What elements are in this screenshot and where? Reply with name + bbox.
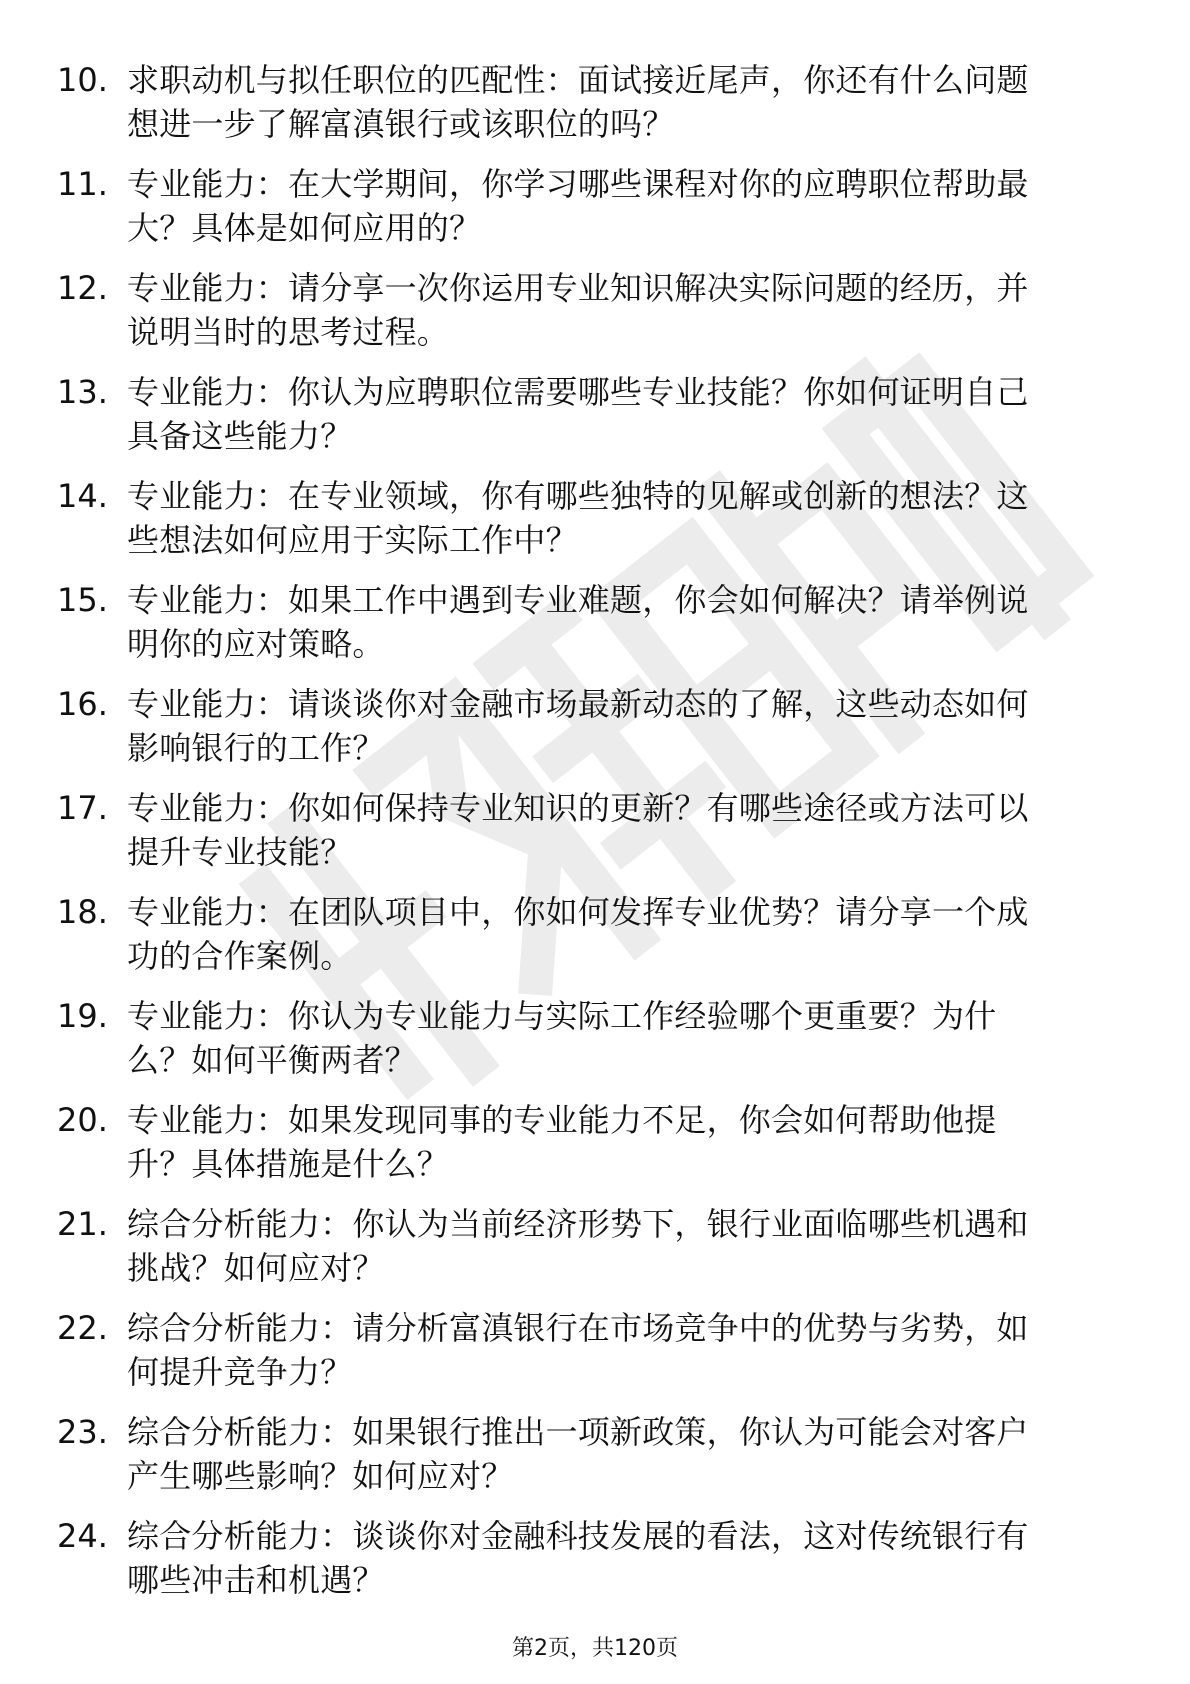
question-text — [127, 1306, 1117, 1394]
question-line: 挑战？如何应对？ — [127, 1249, 385, 1287]
question-line: 综合分析能力：请分析富滇银行在市场竞争中的优势与劣势，如 — [127, 1309, 1029, 1347]
question-number: 23. — [57, 1413, 108, 1451]
question-line: 大？具体是如何应用的？ — [127, 209, 482, 247]
question-line: 专业能力：你认为专业能力与实际工作经验哪个更重要？为什 — [127, 997, 997, 1035]
question-number: 17. — [57, 789, 108, 827]
question-number: 20. — [57, 1101, 108, 1139]
question-line: 综合分析能力：你认为当前经济形势下，银行业面临哪些机遇和 — [127, 1205, 1029, 1243]
question-line: 想进一步了解富滇银行或该职位的吗？ — [127, 105, 675, 143]
question-line: 专业能力：如果发现同事的专业能力不足，你会如何帮助他提 — [127, 1101, 997, 1139]
question-item — [0, 674, 1190, 778]
question-number: 12. — [57, 269, 108, 307]
question-number: 13. — [57, 373, 108, 411]
question-text — [127, 474, 1117, 562]
question-text — [127, 890, 1117, 978]
question-line: 专业能力：请谈谈你对金融市场最新动态的了解，这些动态如何 — [127, 685, 1029, 723]
question-number: 10. — [57, 61, 108, 99]
question-number: 21. — [57, 1205, 108, 1243]
question-text — [127, 162, 1117, 250]
question-line: 专业能力：在专业领域，你有哪些独特的见解或创新的想法？这 — [127, 477, 1029, 515]
question-item — [0, 1506, 1190, 1610]
question-number: 14. — [57, 477, 108, 515]
question-number: 24. — [57, 1517, 108, 1555]
question-item — [0, 1298, 1190, 1402]
question-text — [127, 786, 1117, 874]
question-text — [127, 682, 1117, 770]
question-line: 专业能力：在大学期间，你学习哪些课程对你的应聘职位帮助最 — [127, 165, 1029, 203]
question-line: 明你的应对策略。 — [127, 625, 385, 663]
question-text — [127, 578, 1117, 666]
question-number: 18. — [57, 893, 108, 931]
question-line: 何提升竞争力？ — [127, 1353, 353, 1391]
question-text — [127, 266, 1117, 354]
question-text — [127, 1202, 1117, 1290]
question-line: 说明当时的思考过程。 — [127, 313, 450, 351]
question-item — [0, 1194, 1190, 1298]
question-line: 哪些冲击和机遇？ — [127, 1561, 385, 1599]
question-number: 22. — [57, 1309, 108, 1347]
question-text — [127, 58, 1117, 146]
question-text — [127, 1410, 1117, 1498]
question-item — [0, 1402, 1190, 1506]
question-text — [127, 1098, 1117, 1186]
question-item — [0, 154, 1190, 258]
question-item — [0, 50, 1190, 154]
question-number: 11. — [57, 165, 108, 203]
question-line: 综合分析能力：谈谈你对金融科技发展的看法，这对传统银行有 — [127, 1517, 1029, 1555]
question-item — [0, 466, 1190, 570]
question-item — [0, 778, 1190, 882]
question-number: 19. — [57, 997, 108, 1035]
question-item — [0, 1090, 1190, 1194]
page-indicator: 第2页，共120页 — [512, 1636, 678, 1661]
question-line: 专业能力：如果工作中遇到专业难题，你会如何解决？请举例说 — [127, 581, 1029, 619]
question-line: 专业能力：请分享一次你运用专业知识解决实际问题的经历，并 — [127, 269, 1029, 307]
question-line: 求职动机与拟任职位的匹配性：面试接近尾声，你还有什么问题 — [127, 61, 1029, 99]
question-line: 么？如何平衡两者？ — [127, 1041, 417, 1079]
question-line: 专业能力：你认为应聘职位需要哪些专业技能？你如何证明自己 — [127, 373, 1029, 411]
question-line: 综合分析能力：如果银行推出一项新政策，你认为可能会对客户 — [127, 1413, 1029, 1451]
question-line: 影响银行的工作？ — [127, 729, 385, 767]
question-item — [0, 882, 1190, 986]
question-item — [0, 362, 1190, 466]
question-list — [0, 50, 1190, 1610]
question-line: 具备这些能力？ — [127, 417, 353, 455]
question-line: 提升专业技能？ — [127, 833, 353, 871]
question-number: 16. — [57, 685, 108, 723]
question-item — [0, 570, 1190, 674]
question-line: 功的合作案例。 — [127, 937, 353, 975]
question-number: 15. — [57, 581, 108, 619]
question-line: 产生哪些影响？如何应对？ — [127, 1457, 514, 1495]
question-text — [127, 1514, 1117, 1602]
question-line: 专业能力：你如何保持专业知识的更新？有哪些途径或方法可以 — [127, 789, 1029, 827]
question-text — [127, 994, 1117, 1082]
question-line: 专业能力：在团队项目中，你如何发挥专业优势？请分享一个成 — [127, 893, 1029, 931]
question-item — [0, 986, 1190, 1090]
question-text — [127, 370, 1117, 458]
question-line: 些想法如何应用于实际工作中？ — [127, 521, 578, 559]
question-line: 升？具体措施是什么？ — [127, 1145, 450, 1183]
question-item — [0, 258, 1190, 362]
